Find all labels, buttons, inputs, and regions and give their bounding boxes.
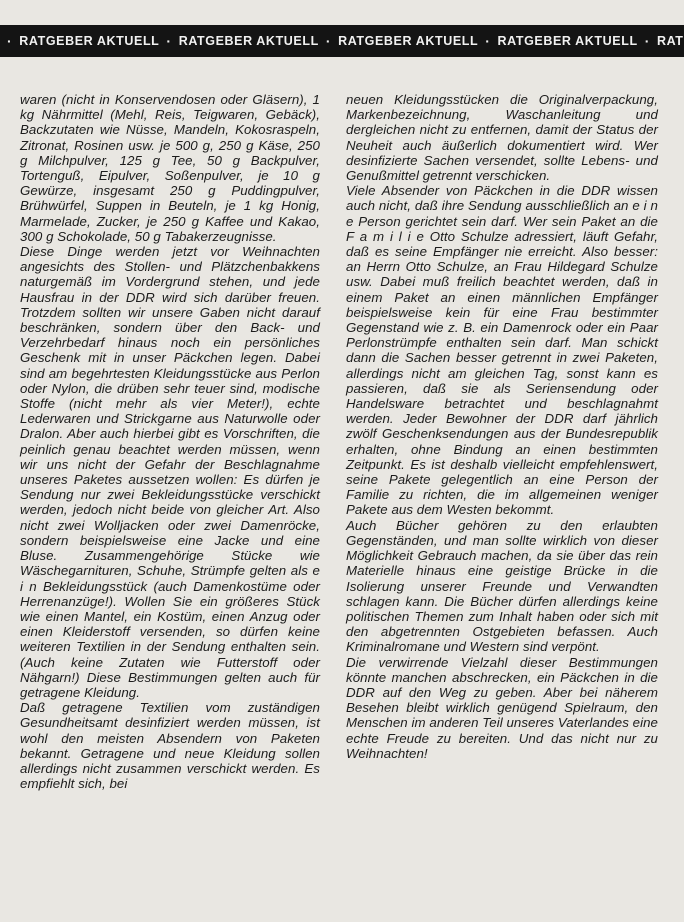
banner-label: RAT: [656, 34, 684, 48]
paragraph: Viele Absender von Päckchen in die DDR wissen auch nicht, daß ihre Sendung ausschließlich an e i n e Person gerichtet sein darf. Wer sein Paket an die F a m i l i e Otto Schulze adressiert, läuft Gefahr, daß es seine Empfänger nie erreicht. Also besser: an Herrn Otto Schulze, an Frau Hildegard Schulze usw. Dabei muß freilich beachtet werden, daß in einem Paket an einen männlichen Empfänger beispielsweise kein für eine Frau bestimmter Gegenstand wie z. B. ein Damenrock oder ein Paar Perlonstrümpfe enthalten sein darf. Man schickt dann die Sachen besser getrennt in zwei Paketen, allerdings nicht am gleichen Tag, sonst kann es passieren, daß sie als Seriensendung oder Handelsware betrachtet und beschlagnahmt werden. Jeder Bewohner der DDR darf jährlich zwölf Geschenksendungen aus der Bundesrepublik erhalten, ohne Bindung an einen bestimmten Zeitpunkt. Es ist deshalb vielleicht empfehlenswert, seine Pakete gelegentlich an eine Person der Familie zu richten, die im allgemeinen weniger Pakete aus dem Westen bekommt.: [346, 183, 658, 518]
paragraph: Auch Bücher gehören zu den erlaubten Gegenständen, und man sollte wirklich von dieser Möglichkeit Gebrauch machen, da sie über das rein Materielle hinaus eine geistige Brücke in die Isolierung unserer Freunde und Verwandten schlagen kann. Die Bücher dürfen allerdings keine politischen Themen zum Inhalt haben oder sich mit den abgetrennten Ostgebieten befassen. Auch Kriminalromane und Western sind verpönt.: [346, 517, 658, 655]
banner-item: [159, 33, 318, 49]
right-text-column: [346, 92, 658, 761]
banner-label: RATGEBER AKTUELL: [19, 34, 160, 48]
bullet-separator: ·: [7, 33, 13, 49]
banner-item: [478, 33, 637, 49]
bullet-separator: ·: [485, 33, 491, 49]
paragraph: neuen Kleidungsstücken die Originalverpackung, Markenbezeichnung, Waschanleitung und dergleichen nicht zu entfernen, damit der Status der Neuheit auch äußerlich dokumentiert wird. Wer desinfizierte Sachen versendet, sollte Lebens- und Genußmittel getrennt verschicken.: [346, 92, 658, 184]
section-banner: [0, 25, 684, 57]
banner-label: RATGEBER AKTUELL: [178, 34, 319, 48]
bullet-separator: ·: [644, 33, 650, 49]
page-top-margin: [0, 0, 684, 18]
banner-label: RATGEBER AKTUELL: [338, 34, 479, 48]
banner-label: RATGEBER AKTUELL: [497, 34, 638, 48]
bullet-separator: ·: [166, 33, 172, 49]
paragraph: Daß getragene Textilien vom zuständigen Gesundheitsamt desinfiziert werden müssen, ist wohl den meisten Absendern von Paketen bekannt. Getragene und neue Kleidung sollen allerdings nicht zusammen verschickt werden. Es empfiehlt sich, bei: [20, 700, 320, 792]
banner-item: [638, 33, 684, 49]
banner-item: [0, 33, 159, 49]
paragraph: waren (nicht in Konservendosen oder Gläsern), 1 kg Nährmittel (Mehl, Reis, Teigwaren, Gebäck), Backzutaten wie Nüsse, Mandeln, Kokosraspeln, Zitronat, Rosinen usw. je 500 g, 250 g Käse, 250 g Milchpulver, 125 g Tee, 50 g Backpulver, Tortenguß, Eipulver, Soßenpulver, je 10 g Gewürze, insgesamt 250 g Puddingpulver, Brühwürfel, Suppen in Beuteln, je 1 kg Honig, Marmelade, Zucker, je 250 g Kaffee und Kakao, 300 g Schokolade, 50 g Tabakerzeugnisse.: [20, 92, 320, 244]
paragraph: Diese Dinge werden jetzt vor Weihnachten angesichts des Stollen- und Plätzchenbakkens naturgemäß im Vordergrund stehen, und jede Hausfrau in der DDR wird sich darüber freuen. Trotzdem sollten wir unsere Gaben nicht darauf beschränken, sondern über den Back- und Verzehrbedarf hinaus noch ein persönliches Geschenk mit in unser Päckchen legen. Dabei sind am begehrtesten Kleidungsstücke aus Perlon oder Nylon, die drüben sehr teuer sind, modische Stoffe (nicht mehr als vier Meter!), echte Lederwaren und Strickgarne aus Naturwolle oder Dralon. Aber auch hierbei gibt es Vorschriften, die peinlich genau beachtet werden müssen, wenn wir uns nicht der Gefahr der Beschlagnahme unseres Paketes aussetzen wollen: Es dürfen je Sendung nur zwei Bekleidungsstücke verschickt werden, jedoch nicht beide von gleicher Art. Also nicht zwei Wolljacken oder zwei Damenröcke, sondern beispielsweise eine Jacke und eine Bluse. Zusammengehörige Stücke wie Wäschegarnituren, Schuhe, Strümpfe gelten als e i n Bekleidungsstück (auch Damenkostüme oder Herrenanzüge!). Wollen Sie ein größeres Stück wie einen Mantel, ein Kostüm, einen Anzug oder einen Kleiderstoff versenden, so dürfen keine weiteren Textilien in der Sendung enthalten sein. (Auch keine Zutaten wie Futterstoff oder Nähgarn!) Diese Bestimmungen gelten auch für getragene Kleidung.: [20, 244, 320, 700]
banner-item: [319, 33, 478, 49]
bullet-separator: ·: [325, 33, 332, 49]
paragraph: Die verwirrende Vielzahl dieser Bestimmungen könnte manchen abschrecken, ein Päckchen in die DDR auf den Weg zu geben. Aber bei näherem Besehen bleibt wirklich genügend Spielraum, den Menschen im anderen Teil unseres Vaterlandes eine echte Freude zu bereiten. Und das nicht nur zu Weihnachten!: [346, 654, 658, 761]
left-text-column: [20, 92, 320, 791]
